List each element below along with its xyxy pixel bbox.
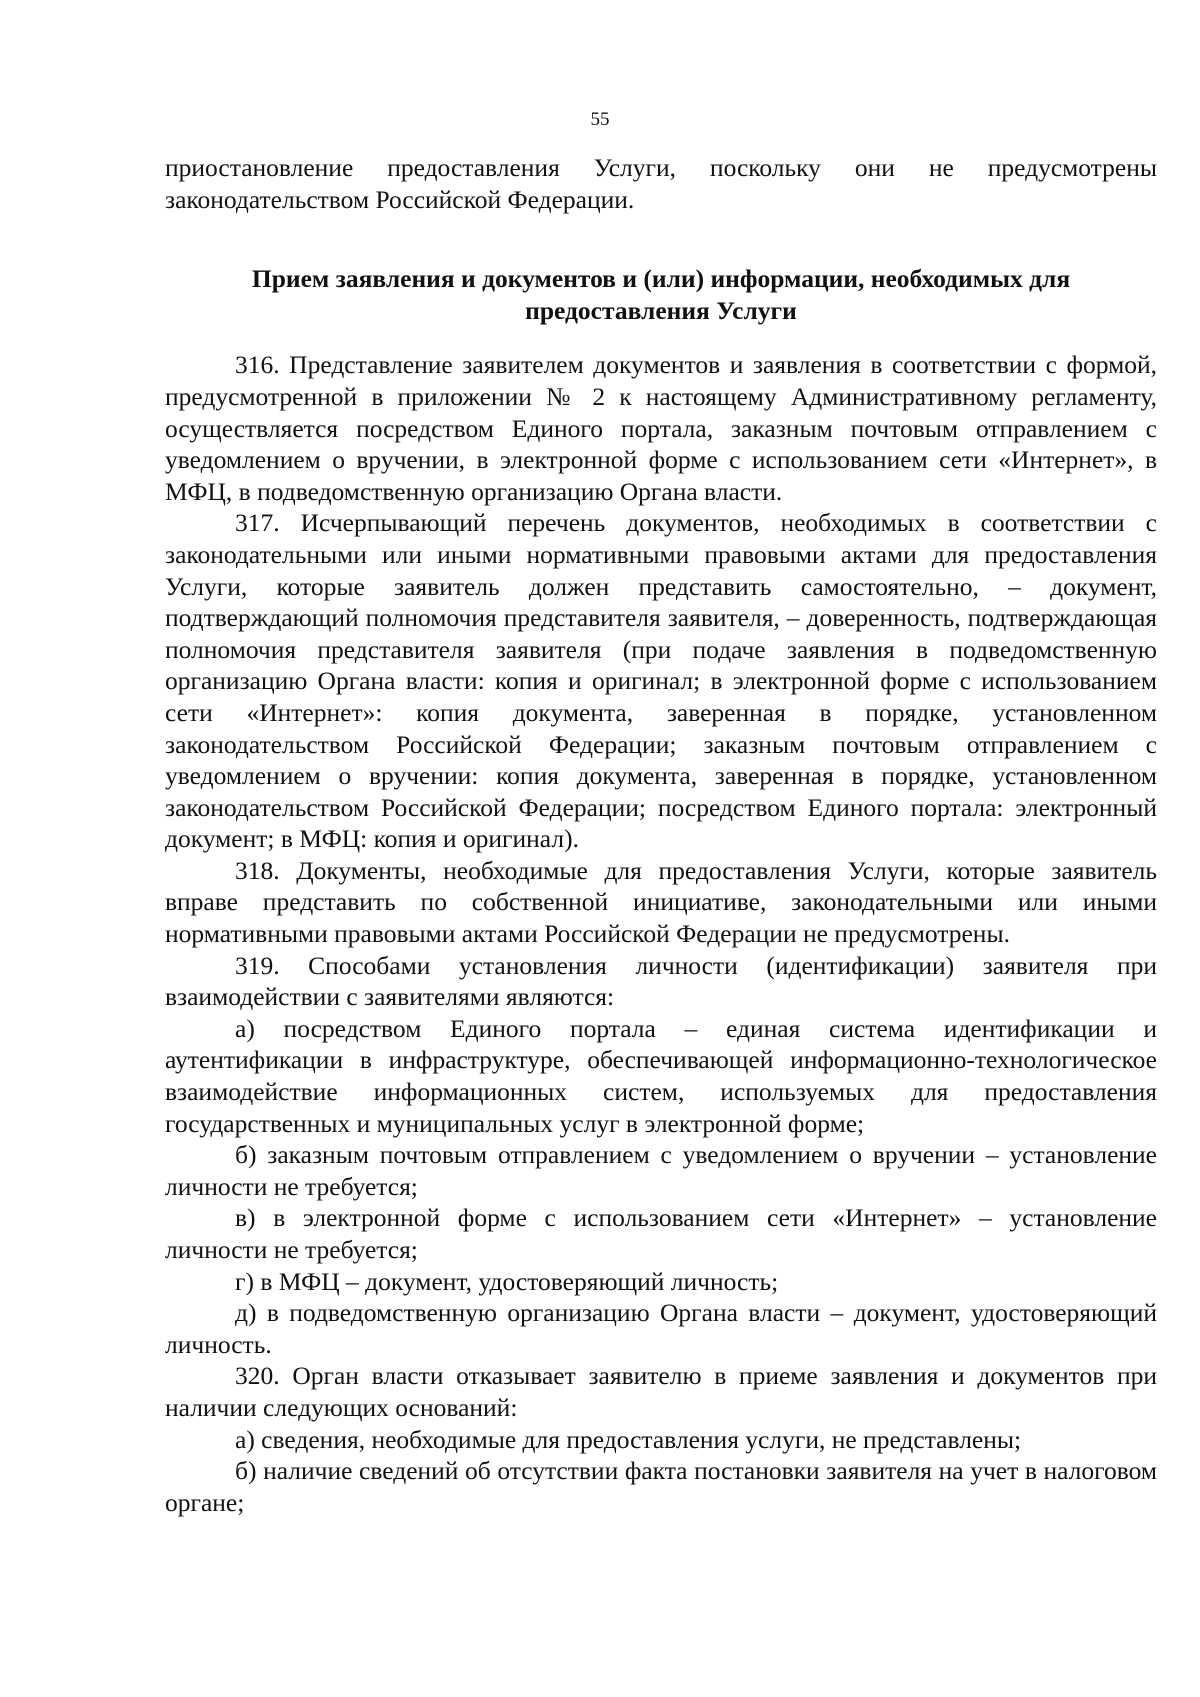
- paragraph-318: 318. Документы, необходимые для предоставления Услуги, которые заявитель вправе представить по собственной инициативе, законодательными или иными нормативными правовыми актами Российской Федерации не предусмотрены.: [165, 855, 1157, 949]
- section-heading: Прием заявления и документов и (или) информации, необходимых для предоставления Услуги: [251, 264, 1071, 325]
- list-item-319-v: в) в электронной форме с использованием сети «Интернет» – установление личности не требуется;: [165, 1203, 1157, 1264]
- list-item-320-b: б) наличие сведений об отсутствии факта постановки заявителя на учет в налоговом органе;: [165, 1456, 1157, 1517]
- paragraph-317: 317. Исчерпывающий перечень документов, необходимых в соответствии с законодательными или иными нормативными правовыми актами для предоставления Услуги, которые заявитель должен представить самостоятельно, – документ, подтверждающий полномочия представителя заявителя, – доверенность, подтверждающая полномочия представителя заявителя (при подаче заявления в подведомственную организацию Органа власти: копия и оригинал; в электронной форме с использованием сети «Интернет»: копия документа, заверенная в порядке, установленном законодательством Российской Федерации; заказным почтовым отправлением с уведомлением о вручении: копия документа, заверенная в порядке, установленном законодательством Российской Федерации; посредством Единого портала: электронный документ; в МФЦ: копия и оригинал).: [165, 508, 1157, 854]
- intro-paragraph: приостановление предоставления Услуги, поскольку они не предусмотрены законодательством Российской Федерации.: [165, 153, 1157, 214]
- list-item-319-d: д) в подведомственную организацию Органа власти – документ, удостоверяющий личность.: [165, 1298, 1157, 1359]
- list-item-319-b: б) заказным почтовым отправлением с уведомлением о вручении – установление личности не требуется;: [165, 1140, 1157, 1201]
- paragraph-320: 320. Орган власти отказывает заявителю в приеме заявления и документов при наличии следующих оснований:: [165, 1361, 1157, 1422]
- document-body: [165, 152, 1157, 1518]
- page-number: 55: [590, 109, 610, 130]
- list-item-320-a: а) сведения, необходимые для предоставления услуги, не представлены;: [235, 1424, 1022, 1454]
- list-item-319-g: г) в МФЦ – документ, удостоверяющий личность;: [235, 1266, 779, 1296]
- paragraph-319: 319. Способами установления личности (идентификации) заявителя при взаимодействии с заявителями являются:: [165, 950, 1157, 1012]
- paragraph-316: 316. Представление заявителем документов и заявления в соответствии с формой, предусмотренной в приложении № 2 к настоящему Административному регламенту, осуществляется посредством Единого портала, заказным почтовым отправлением с уведомлением о вручении, в электронной форме с использованием сети «Интернет», в МФЦ, в подведомственную организацию Органа власти.: [165, 350, 1157, 506]
- list-item-319-a: а) посредством Единого портала – единая система идентификации и аутентификации в инфраструктуре, обеспечивающей информационно-технологическое взаимодействие информационных систем, используемых для предоставления государственных и муниципальных услуг в электронной форме;: [165, 1013, 1157, 1138]
